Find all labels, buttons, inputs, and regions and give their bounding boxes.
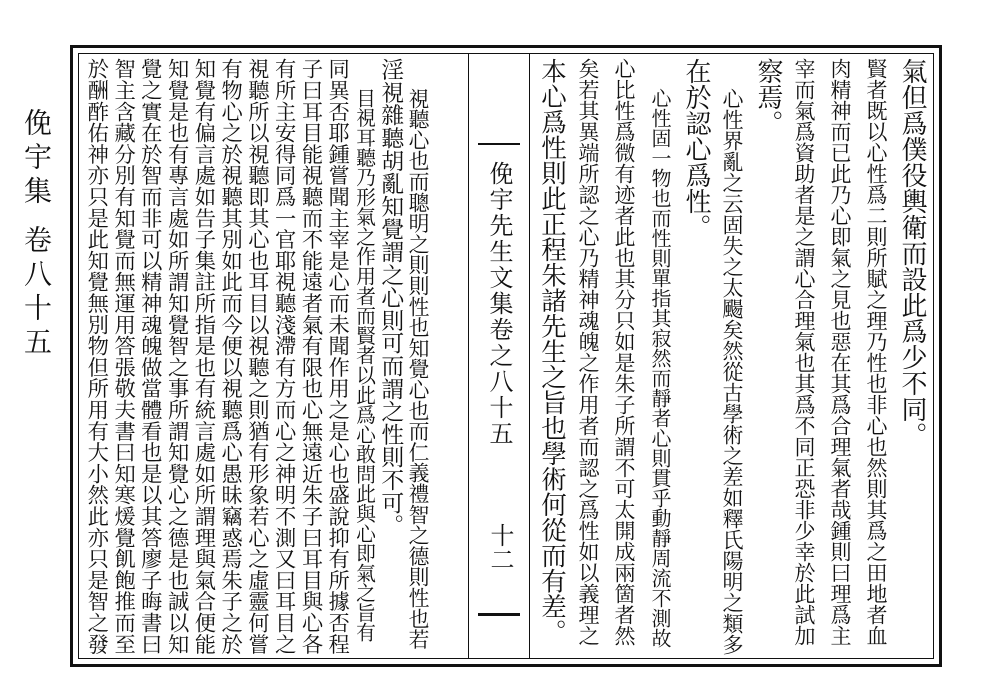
page-number: 十二 <box>486 523 514 571</box>
text-column: 心比性爲微有迹者此也其分只如是朱子所謂不可太開成兩箇者然 <box>612 58 636 646</box>
text-column: 覺之實在於智而非可以精神魂魄做當體看也是以其答廖子晦書曰 <box>137 58 163 655</box>
text-column: 視聽所以視聽即其心也耳目以視聽之則猶有形象若心之虛靈何嘗 <box>244 58 270 655</box>
text-column: 有物心之於視聽其別如此而今便以視聽爲心愚昧竊惑焉朱子之於 <box>217 58 243 655</box>
text-column: 矣若其異端所認之心乃精神魂魄之作用者而認之爲性如以義理之 <box>576 58 600 646</box>
text-column: 有所主安得同爲一官耶視聽淺滯有方而心之神明不測又曰耳目之 <box>271 58 297 655</box>
text-column: 在於認心爲性。 <box>681 58 711 240</box>
text-column: 同異否耶鍾嘗聞主宰是心而未聞作用之是心也盛說抑有所據否程 <box>324 58 350 655</box>
text-column: 心性固一物也而性則單指其寂然而靜者心則貫乎動靜周流不測故 <box>648 88 672 648</box>
text-column: 子曰耳目能視聽而不能遠者氣有限也心無遠近朱子曰耳目與心各 <box>297 58 323 655</box>
fish-tail-mark-top <box>478 143 520 157</box>
text-column: 宰而氣爲資助者是之謂心合理氣也其爲不同正恐非少幸於此試加 <box>792 58 816 646</box>
text-column: 智主含藏分別有知覺而無運用答張敬夫書曰知寒煖覺飢飽推而至 <box>110 58 136 655</box>
text-column: 察焉。 <box>753 58 783 136</box>
center-fold-column <box>468 53 530 659</box>
book-title-center: 俛宇先生文集卷之八十五 <box>485 161 513 447</box>
text-column: 知覺有偏言處如告子集註所指是也有統言處如所謂理與氣合便能 <box>190 58 216 655</box>
text-column: 知覺是也有專言處如所謂知覺智之事所謂知覺心之德是也誠以知 <box>164 58 190 655</box>
text-column: 於酬酢佑神亦只是此知覺無別物但所用有大小然此亦只是智之發 <box>83 58 109 655</box>
text-column: 目視耳聽乃形氣之作用者而賢者以此爲心敢問此與心即氣之旨有 <box>352 88 376 643</box>
text-column: 視聽心也而聰明之則則性也知覺心也而仁義禮智之德則性也若 <box>404 88 429 650</box>
text-column: 心性界亂之云固失之太颺矣然從古學術之差如釋氏陽明之類多 <box>720 88 744 655</box>
text-column: 淫視雜聽胡亂知覺謂之心則可而謂之性則不可。 <box>377 58 404 537</box>
text-column: 氣但爲僕役輿衛而設此爲少不同。 <box>897 58 927 448</box>
text-column: 本心爲性則此正程朱諸先生之旨也學術何從而有差。 <box>537 58 567 645</box>
running-head: 俛宇集 卷八十五 <box>20 108 53 361</box>
text-column: 肉精神而已此乃心即氣之見也惡在其爲合理氣者哉鍾則曰理爲主 <box>828 58 852 646</box>
fish-tail-mark-bottom <box>478 613 520 624</box>
text-column: 賢者既以心性爲二則所賦之理乃性也非心也然則其爲之田地者血 <box>864 58 888 646</box>
